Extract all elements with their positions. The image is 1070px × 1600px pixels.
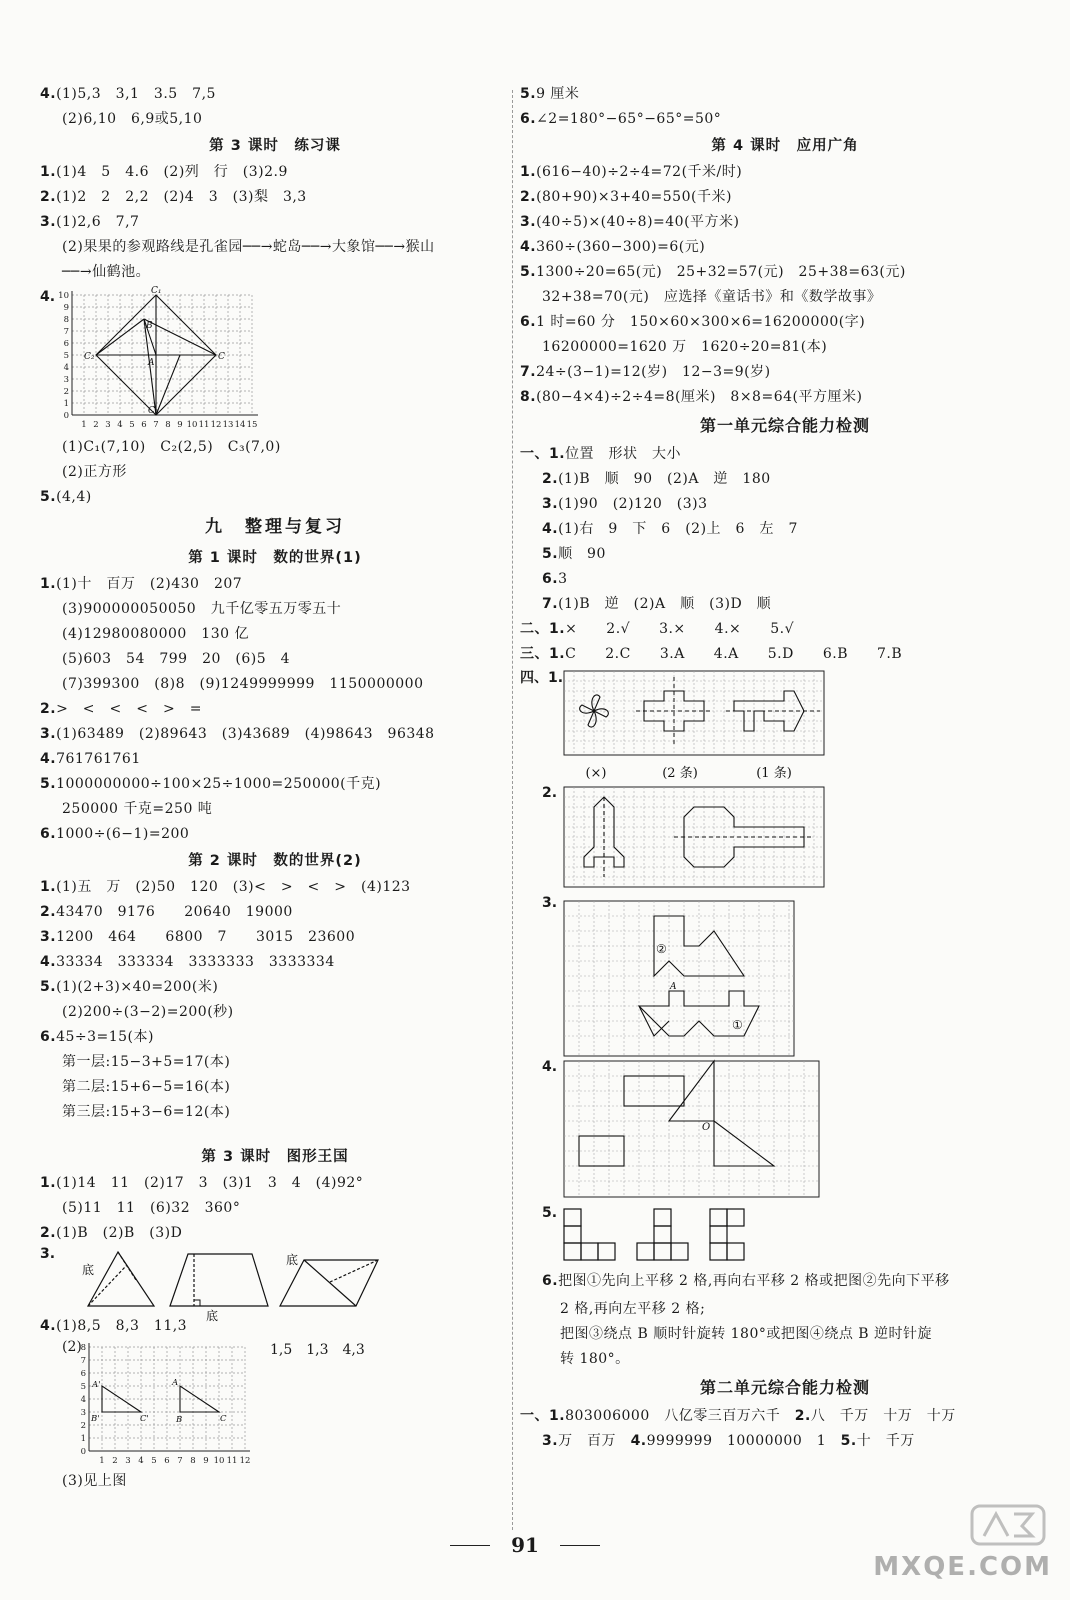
answer-text: (1)4 5 4.6 (2)列 行 (3)2.9 xyxy=(56,164,288,180)
answer-text: (1)(2+3)×40=200(米) xyxy=(56,979,219,995)
page-number: 91 xyxy=(440,1530,610,1560)
answer-text: 761761761 xyxy=(56,751,141,767)
answer-text: (5)603 54 799 20 (6)5 4 xyxy=(62,651,291,667)
answer-text: (1)2 2 2,2 (2)4 3 (3)梨 3,3 xyxy=(56,189,307,205)
x-tick: 9 xyxy=(203,1456,209,1466)
answer-text: (1)2,6 7,7 xyxy=(56,214,140,230)
question-number: 3. xyxy=(40,726,57,742)
x-tick: 12 xyxy=(239,1456,251,1466)
column-divider xyxy=(512,90,513,1530)
answer-text: 9 厘米 xyxy=(536,86,580,102)
view-front xyxy=(564,1209,615,1260)
section-number: 四、1. xyxy=(520,670,564,686)
shape-label: 底 xyxy=(286,1253,299,1267)
question-number: 5. xyxy=(40,489,57,505)
point-label: C₁ xyxy=(151,286,162,296)
question-number: 3. xyxy=(40,929,57,945)
question-number: 4. xyxy=(40,86,57,102)
question-number: 3. xyxy=(40,1246,56,1262)
x-tick: 4 xyxy=(117,420,123,430)
x-tick: 6 xyxy=(164,1456,170,1466)
question-number: 2. xyxy=(40,1225,57,1241)
answer-text: 第二层:15+6−5=16(本) xyxy=(62,1079,231,1095)
answer-text: 43470 9176 20640 19000 xyxy=(56,904,293,920)
answer-text: 32+38=70(元) 应选择《童话书》和《数学故事》 xyxy=(542,289,882,305)
point-label: B xyxy=(146,321,153,331)
answer-text: (80+90)×3+40=550(千米) xyxy=(536,189,732,205)
answer-text: 33334 333334 3333333 3333334 xyxy=(56,954,335,970)
lesson-title: 第 3 课时 练习课 xyxy=(209,138,341,154)
answer-text: 第一层:15−3+5=17(本) xyxy=(62,1054,231,1070)
x-tick: 2 xyxy=(112,1456,118,1466)
rectangle-triangle-figure xyxy=(520,1059,1050,1205)
question-number: 6. xyxy=(520,111,537,127)
axis-symmetry-grid xyxy=(562,785,832,895)
question-number: 5. xyxy=(520,86,537,102)
answer-text: 9999999 10000000 1 xyxy=(646,1433,841,1449)
x-tick: 1 xyxy=(81,420,87,430)
answer-text: 45÷3=15(本) xyxy=(56,1029,154,1045)
view-side xyxy=(637,1209,688,1260)
answer-text: 第三层:15+3−6=12(本) xyxy=(62,1104,231,1120)
x-tick: 10 xyxy=(186,420,198,430)
x-tick: 14 xyxy=(234,420,246,430)
question-number: 4. xyxy=(40,954,57,970)
answer-text: (40÷5)×(40÷8)=40(平方米) xyxy=(536,214,740,230)
lesson-title: 第 3 课时 图形王国 xyxy=(201,1149,349,1165)
x-tick: 3 xyxy=(125,1456,131,1466)
figure-caption: (2 条) xyxy=(662,766,698,781)
x-tick: 6 xyxy=(141,420,147,430)
x-tick: 8 xyxy=(190,1456,196,1466)
answer-text: 万 百万 xyxy=(558,1433,631,1449)
point-label: A xyxy=(148,358,155,368)
section-number: 一、1. xyxy=(520,446,566,462)
triangle-shape xyxy=(88,1252,154,1306)
y-tick: 1 xyxy=(63,399,69,409)
y-tick: 2 xyxy=(80,1421,86,1431)
question-number: 3. xyxy=(542,895,558,911)
question-number: 7. xyxy=(542,596,559,612)
answer-text: (1)63489 (2)89643 (3)43689 (4)98643 96348 xyxy=(56,726,435,742)
coordinate-grid-1 xyxy=(58,285,318,435)
x-tick: 15 xyxy=(246,420,258,430)
question-number: 2. xyxy=(40,189,57,205)
answer-text: (1)14 11 (2)17 3 (3)1 3 4 (4)92° xyxy=(56,1175,364,1191)
test-title: 第一单元综合能力检测 xyxy=(699,416,870,435)
answer-text: 把图③绕点 B 顺时针旋转 180°或把图④绕点 B 逆时针旋 xyxy=(560,1326,933,1342)
question-number: 2. xyxy=(40,904,57,920)
answer-text: 1000÷(6−1)=200 xyxy=(56,826,190,842)
point-label: B' xyxy=(91,1414,100,1424)
question-number: 2. xyxy=(520,189,537,205)
view-top xyxy=(710,1209,744,1260)
question-number: 1. xyxy=(520,164,537,180)
answer-text: ──→仙鹤池。 xyxy=(62,264,151,280)
x-tick: 12 xyxy=(210,420,222,430)
unit-title: 九 整理与复习 xyxy=(205,517,345,537)
figure-caption: (×) xyxy=(585,766,607,781)
rotation-figure xyxy=(520,895,1050,1059)
answer-text: 3 xyxy=(558,571,568,587)
x-tick: 7 xyxy=(153,420,159,430)
answer-text: 1,5 1,3 4,3 xyxy=(270,1342,365,1358)
answer-text: 八 千万 十万 十万 xyxy=(810,1408,956,1424)
lesson-title: 第 2 课时 数的世界(2) xyxy=(188,853,362,869)
question-number: 4. xyxy=(542,1059,558,1075)
answer-text: 16200000=1620 万 1620÷20=81(本) xyxy=(542,339,828,355)
answer-text: (80−4×4)÷2÷4=8(厘米) 8×8=64(平方厘米) xyxy=(536,389,863,405)
answer-text: (4,4) xyxy=(56,489,92,505)
answer-text: (1)5,3 3,1 3.5 7,5 xyxy=(56,86,216,102)
symmetry-figure xyxy=(520,667,1050,785)
y-tick: 7 xyxy=(80,1356,86,1366)
answer-text: (3)见上图 xyxy=(62,1473,127,1489)
point-label: C₃ xyxy=(148,406,159,416)
point-label: O xyxy=(702,1122,711,1133)
x-tick: 4 xyxy=(138,1456,144,1466)
x-tick: 8 xyxy=(165,420,171,430)
shape-label: 底 xyxy=(206,1309,219,1323)
question-number: 4. xyxy=(40,1318,57,1334)
y-tick: 1 xyxy=(80,1434,86,1444)
section-number: 一、1. xyxy=(520,1408,566,1424)
x-tick: 13 xyxy=(222,420,234,430)
answer-text: 1200 464 6800 7 3015 23600 xyxy=(56,929,356,945)
answer-text: 把图①先向上平移 2 格,再向右平移 2 格或把图②先向下平移 xyxy=(558,1273,950,1289)
answer-text: 顺 90 xyxy=(558,546,606,562)
y-tick: 5 xyxy=(80,1382,86,1392)
point-label: A xyxy=(172,1378,179,1388)
x-tick: 11 xyxy=(198,420,210,430)
question-number: 2. xyxy=(542,785,558,801)
y-tick: 7 xyxy=(63,327,69,337)
point-label: C xyxy=(218,352,225,362)
answer-text: ∠2=180°−65°−65°=50° xyxy=(536,111,722,127)
trapezoid-shape xyxy=(170,1254,268,1306)
answer-text: × 2.√ 3.× 4.× 5.√ xyxy=(565,621,795,637)
triangle-lower xyxy=(714,1121,774,1166)
right-column xyxy=(520,82,1050,1454)
x-tick: 1 xyxy=(99,1456,105,1466)
question-number: 4. xyxy=(542,521,559,537)
x-tick: 5 xyxy=(151,1456,157,1466)
answer-text: 1300÷20=65(元) 25+32=57(元) 25+38=63(元) xyxy=(536,264,906,280)
block-views-figure xyxy=(520,1205,1050,1269)
x-tick: 11 xyxy=(226,1456,238,1466)
answer-text: (1)B (2)B (3)D xyxy=(56,1225,183,1241)
question-number: 5. xyxy=(840,1433,857,1449)
question-number: 6. xyxy=(40,826,57,842)
watermark-text: MXQE.COM xyxy=(873,1552,1052,1582)
y-tick: 4 xyxy=(63,363,69,373)
answer-text: 24÷(3−1)=12(岁) 12−3=9(岁) xyxy=(536,364,771,380)
question-number: 3. xyxy=(520,214,537,230)
point-label: A xyxy=(670,982,677,992)
question-number: 8. xyxy=(520,389,537,405)
shape-marker: ② xyxy=(656,942,667,956)
question-number: 4. xyxy=(520,239,537,255)
test-title: 第二单元综合能力检测 xyxy=(699,1378,870,1397)
y-tick: 4 xyxy=(80,1395,86,1405)
question-number: 3. xyxy=(542,496,559,512)
answer-text: 位置 形状 大小 xyxy=(565,446,682,462)
y-tick: 3 xyxy=(63,375,69,385)
answer-text: > < < < > = xyxy=(56,701,202,717)
x-tick: 5 xyxy=(129,420,135,430)
lesson-title: 第 4 课时 应用广角 xyxy=(711,138,859,154)
y-tick: 6 xyxy=(63,339,69,349)
answer-text: 803006000 八亿零三百万六千 xyxy=(565,1408,795,1424)
question-number: 1. xyxy=(40,1175,57,1191)
left-column xyxy=(40,82,510,1494)
y-tick: 0 xyxy=(80,1447,86,1457)
question-number: 5. xyxy=(542,546,559,562)
question-number: 6. xyxy=(40,1029,57,1045)
translation-grid-figure xyxy=(40,1339,510,1469)
base-shapes-figure xyxy=(40,1246,510,1323)
answer-text: (1)B 逆 (2)A 顺 (3)D 顺 xyxy=(558,596,772,612)
answer-text: (5)11 11 (6)32 360° xyxy=(62,1200,241,1216)
figure-caption: (1 条) xyxy=(756,766,792,781)
point-label: B xyxy=(176,1415,183,1425)
question-number: 5. xyxy=(40,776,57,792)
answer-text: 1000000000÷100×25÷1000=250000(千克) xyxy=(56,776,382,792)
answer-text: 1 时=60 分 150×60×300×6=16200000(字) xyxy=(536,314,866,330)
answer-text: (3)900000050050 九千亿零五万零五十 xyxy=(62,601,342,617)
axis-symmetry-figure xyxy=(520,785,1050,895)
answer-text: (1)十 百万 (2)430 207 xyxy=(56,576,243,592)
answer-text: 十 千万 xyxy=(856,1433,915,1449)
answer-text: 360÷(360−300)=6(元) xyxy=(536,239,706,255)
answer-text: (1)C₁(7,10) C₂(2,5) C₃(7,0) xyxy=(62,439,281,455)
question-number: 5. xyxy=(520,264,537,280)
answer-text: (1)B 顺 90 (2)A 逆 180 xyxy=(558,471,771,487)
answer-text: C 2.C 3.A 4.A 5.D 6.B 7.B xyxy=(565,646,903,662)
symmetry-grid xyxy=(562,669,832,787)
question-number: 6. xyxy=(542,1273,559,1289)
x-tick: 9 xyxy=(177,420,183,430)
y-tick: 2 xyxy=(63,387,69,397)
base-shapes xyxy=(60,1246,390,1323)
answer-text: 2 格,再向左平移 2 格; xyxy=(560,1301,706,1317)
question-number: 6. xyxy=(542,571,559,587)
x-tick: 3 xyxy=(105,420,111,430)
question-number: 2. xyxy=(542,471,559,487)
point-label: C xyxy=(220,1414,227,1424)
question-number: 4. xyxy=(40,751,57,767)
y-tick: 9 xyxy=(63,303,69,313)
section-number: 二、1. xyxy=(520,621,566,637)
question-number: 1. xyxy=(40,879,57,895)
point-label: A' xyxy=(92,1380,101,1390)
x-tick: 10 xyxy=(213,1456,225,1466)
lesson-title: 第 1 课时 数的世界(1) xyxy=(188,550,362,566)
coordinate-grid-2 xyxy=(78,1341,278,1471)
answer-text: (2) xyxy=(62,1339,82,1355)
triangle-upper xyxy=(669,1061,714,1121)
triangle-a1b1c1 xyxy=(102,1386,141,1412)
block-views xyxy=(562,1207,802,1271)
shape-marker: ① xyxy=(732,1018,743,1032)
y-tick: 8 xyxy=(80,1343,86,1353)
question-number: 6. xyxy=(520,314,537,330)
y-tick: 8 xyxy=(63,315,69,325)
point-label: C' xyxy=(140,1414,149,1424)
shape-label: 底 xyxy=(82,1263,95,1277)
answer-text: (4)12980080000 130 亿 xyxy=(62,626,249,642)
answer-text: (2)200÷(3−2)=200(秒) xyxy=(62,1004,234,1020)
x-tick: 2 xyxy=(93,420,99,430)
y-tick: 3 xyxy=(80,1408,86,1418)
question-number: 5. xyxy=(542,1205,558,1221)
answer-text: 250000 千克=250 吨 xyxy=(62,801,213,817)
answer-text: (7)399300 (8)8 (9)1249999999 1150000000 xyxy=(62,676,424,692)
coordinate-grid-figure xyxy=(40,285,510,435)
answer-text: (1)右 9 下 6 (2)上 6 左 7 xyxy=(558,521,798,537)
question-number: 7. xyxy=(520,364,537,380)
question-number: 4. xyxy=(40,289,56,305)
question-number: 2. xyxy=(40,701,57,717)
question-number: 1. xyxy=(40,164,57,180)
answer-text: 转 180°。 xyxy=(560,1351,630,1367)
question-number: 2. xyxy=(794,1408,811,1424)
watermark-logo-icon xyxy=(968,1500,1048,1550)
section-number: 三、1. xyxy=(520,646,566,662)
y-tick: 6 xyxy=(80,1369,86,1379)
question-number: 1. xyxy=(40,576,57,592)
answer-text: (2)正方形 xyxy=(62,464,127,480)
y-tick: 0 xyxy=(63,411,69,421)
answer-text: (616−40)÷2÷4=72(千米/时) xyxy=(536,164,743,180)
answer-text: (2)果果的参观路线是孔雀园──→蛇岛──→大象馆──→猴山 xyxy=(62,239,435,255)
answer-text: (2)6,10 6,9或5,10 xyxy=(62,111,203,127)
question-number: 3. xyxy=(542,1433,559,1449)
rotation-grid xyxy=(562,899,802,1063)
question-number: 4. xyxy=(630,1433,647,1449)
rectangle-triangle-grid xyxy=(562,1059,822,1205)
answer-text: (1)五 万 (2)50 120 (3)< > < > (4)123 xyxy=(56,879,411,895)
question-number: 5. xyxy=(40,979,57,995)
answer-text: (1)8,5 8,3 11,3 xyxy=(56,1318,188,1334)
answer-text: (1)90 (2)120 (3)3 xyxy=(558,496,708,512)
point-label: C₂ xyxy=(84,352,95,362)
y-tick: 10 xyxy=(58,291,69,301)
x-tick: 7 xyxy=(177,1456,183,1466)
question-number: 3. xyxy=(40,214,57,230)
y-tick: 5 xyxy=(63,351,69,361)
